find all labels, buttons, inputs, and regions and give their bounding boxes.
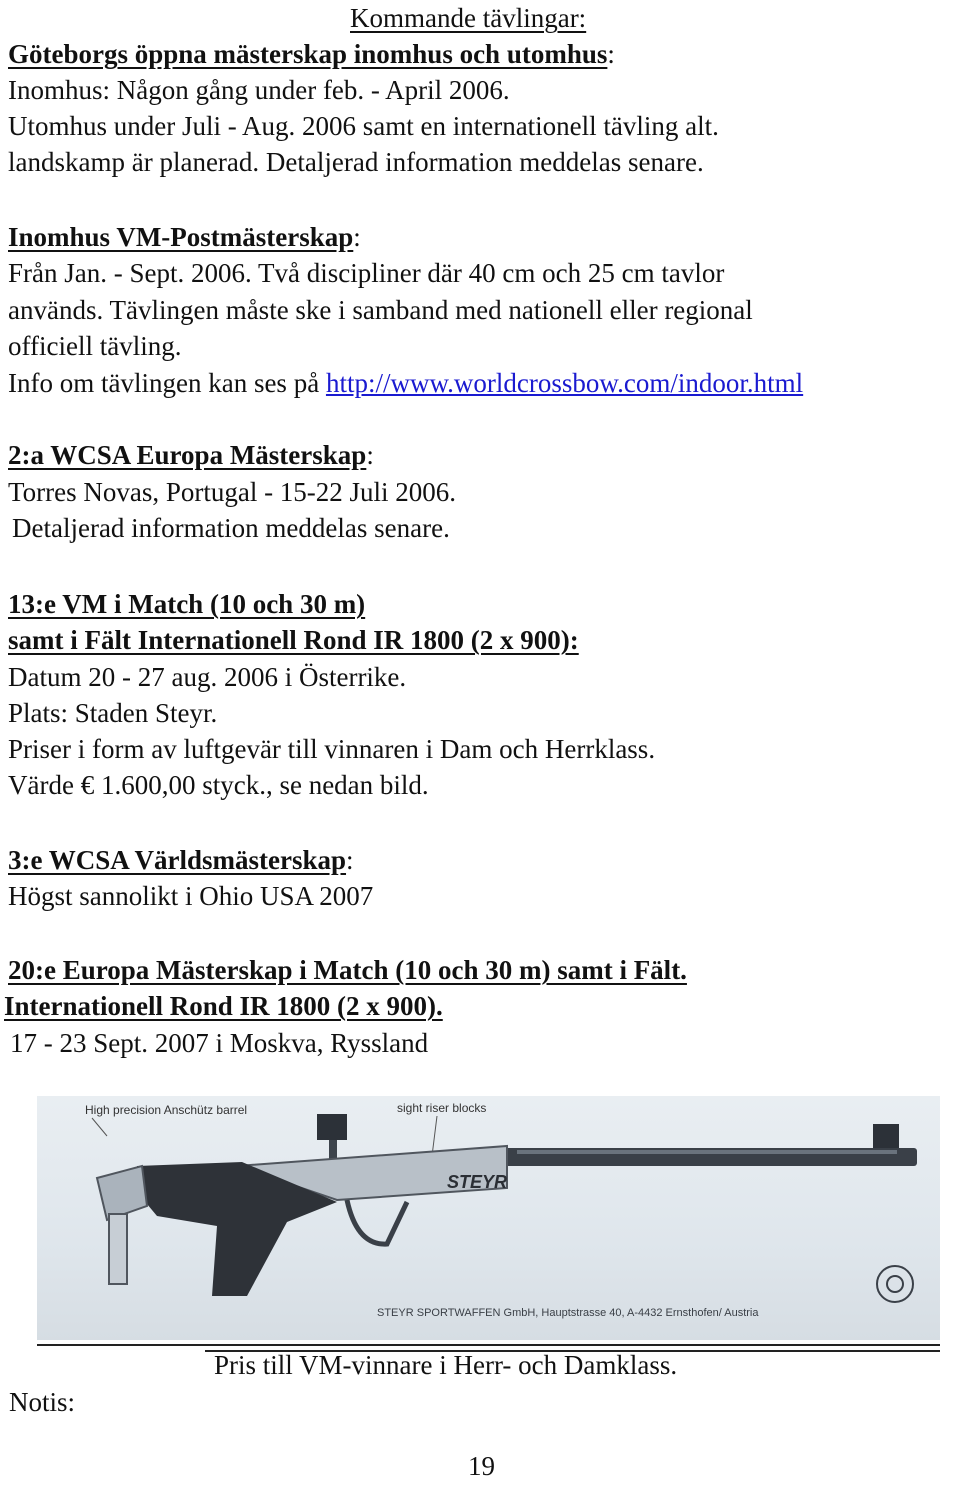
rear-sight bbox=[317, 1114, 347, 1140]
photo-label-barrel: High precision Anschütz barrel bbox=[85, 1103, 248, 1117]
pointer-line-sight bbox=[432, 1116, 437, 1156]
wcsa-world-title-colon: : bbox=[346, 845, 354, 875]
postal-info-prefix: Info om tävlingen kan ses på bbox=[8, 368, 326, 398]
barrel-highlight bbox=[517, 1150, 897, 1154]
goteborg-title bbox=[8, 36, 615, 72]
wcsa-europe-line1: Torres Novas, Portugal - 15-22 Juli 2006. bbox=[8, 477, 457, 507]
cheek-piece bbox=[97, 1166, 147, 1220]
photo-caption: Pris till VM-vinnare i Herr- och Damklass. bbox=[214, 1350, 678, 1380]
wcsa-world-line1: Högst sannolikt i Ohio USA 2007 bbox=[8, 881, 374, 911]
worldcrossbow-link[interactable]: http://www.worldcrossbow.com/indoor.html bbox=[325, 368, 804, 398]
goteborg-title-text: Göteborgs öppna mästerskap inomhus och utomhus bbox=[8, 39, 608, 69]
upcoming-heading: Kommande tävlingar: bbox=[350, 3, 587, 33]
vm-match-line3: Priser i form av luftgevär till vinnaren i Dam och Herrklass. bbox=[8, 734, 656, 764]
butt-plate bbox=[109, 1214, 127, 1284]
vm-match-title2: samt i Fält Internationell Rond IR 1800 (2 x 900): bbox=[8, 625, 579, 655]
notes-label: Notis: bbox=[9, 1387, 76, 1417]
vm-match-line4: Värde € 1.600,00 styck., se nedan bild. bbox=[8, 770, 429, 800]
postal-title bbox=[8, 219, 361, 255]
wcsa-world-title-text: 3:e WCSA Världsmästerskap bbox=[8, 845, 347, 875]
caption-top-rule bbox=[37, 1344, 940, 1346]
wcsa-europe-title bbox=[8, 437, 374, 473]
pointer-line-barrel bbox=[92, 1118, 107, 1136]
europe-match-title2: Internationell Rond IR 1800 (2 x 900). bbox=[4, 991, 443, 1021]
photo-footer: STEYR SPORTWAFFEN GmbH, Hauptstrasse 40, A-4432 Ernsthofen/ Austria bbox=[377, 1307, 759, 1319]
rifle-illustration bbox=[37, 1096, 940, 1340]
postal-line1: Från Jan. - Sept. 2006. Två discipliner där 40 cm och 25 cm tavlor bbox=[8, 258, 725, 288]
photo-label-sight: sight riser blocks bbox=[397, 1101, 487, 1115]
goteborg-title-colon: : bbox=[607, 39, 615, 69]
wcsa-europe-title-text: 2:a WCSA Europa Mästerskap bbox=[8, 440, 367, 470]
europe-match-title1: 20:e Europa Mästerskap i Match (10 och 30 m) samt i Fält. bbox=[8, 955, 687, 985]
front-sight bbox=[873, 1124, 899, 1150]
photo-brand: STEYR bbox=[447, 1172, 508, 1192]
vm-match-line1: Datum 20 - 27 aug. 2006 i Österrike. bbox=[8, 662, 407, 692]
goteborg-line2: Utomhus under Juli - Aug. 2006 samt en internationell tävling alt. bbox=[8, 111, 719, 141]
wcsa-europe-line2: Detaljerad information meddelas senare. bbox=[12, 513, 450, 543]
trigger-guard bbox=[347, 1200, 407, 1244]
wcsa-europe-title-colon: : bbox=[366, 440, 374, 470]
wcsa-world-title bbox=[8, 842, 354, 878]
sponsor-logo-inner bbox=[887, 1276, 903, 1292]
postal-line4 bbox=[8, 365, 803, 401]
page-number: 19 bbox=[468, 1451, 495, 1481]
postal-line2: används. Tävlingen måste ske i samband med nationell eller regional bbox=[8, 295, 753, 325]
vm-match-title1: 13:e VM i Match (10 och 30 m) bbox=[8, 589, 366, 619]
postal-title-text: Inomhus VM-Postmästerskap bbox=[8, 222, 354, 252]
europe-match-line1: 17 - 23 Sept. 2007 i Moskva, Ryssland bbox=[10, 1028, 429, 1058]
goteborg-line3: landskamp är planerad. Detaljerad information meddelas senare. bbox=[8, 147, 704, 177]
vm-match-line2: Plats: Staden Steyr. bbox=[8, 698, 218, 728]
postal-line3: officiell tävling. bbox=[8, 331, 182, 361]
goteborg-line1: Inomhus: Någon gång under feb. - April 2006. bbox=[8, 75, 510, 105]
postal-title-colon: : bbox=[353, 222, 361, 252]
rifle-photo bbox=[37, 1096, 940, 1340]
sponsor-logo bbox=[877, 1266, 913, 1302]
